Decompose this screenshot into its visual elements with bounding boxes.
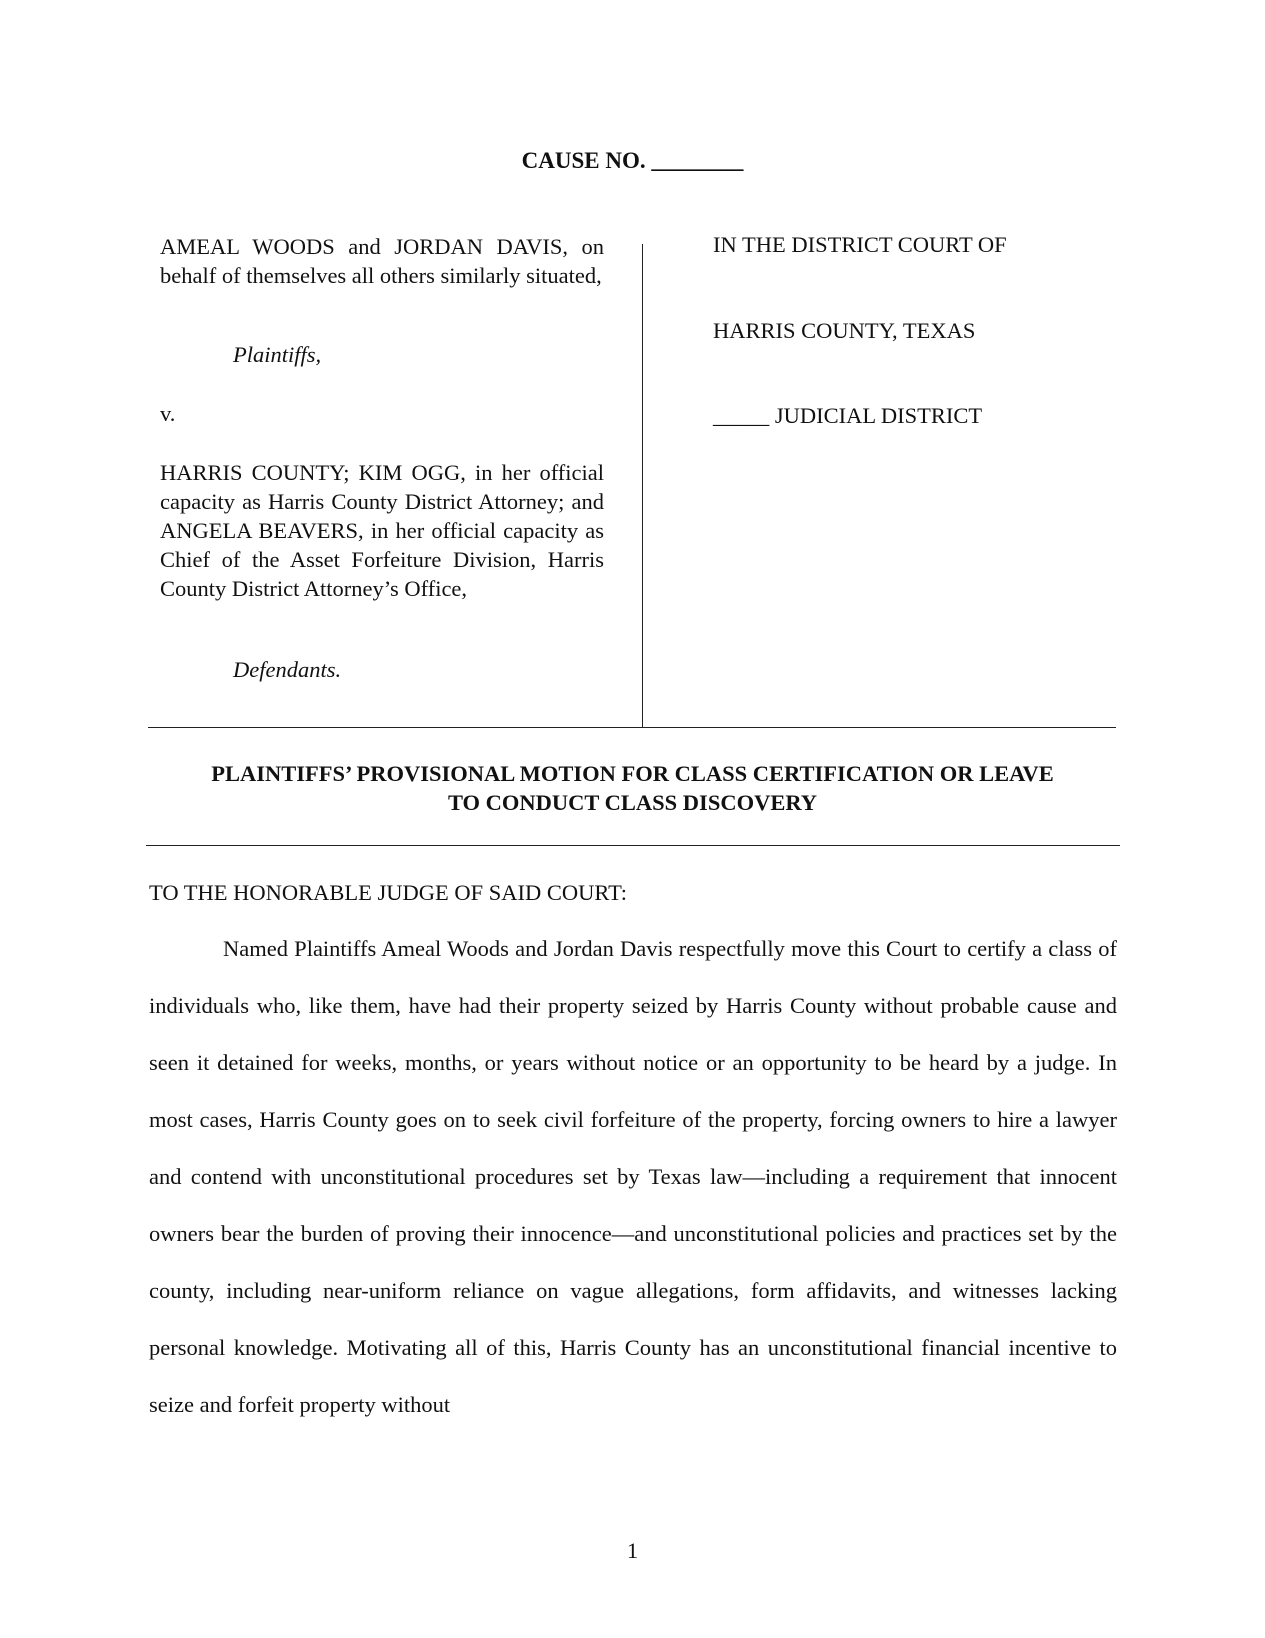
plaintiffs-caption: AMEAL WOODS and JORDAN DAVIS, on behalf of themselves all others similarly situated, — [160, 234, 604, 288]
title-divider — [146, 845, 1120, 846]
motion-title-line-1: PLAINTIFFS’ PROVISIONAL MOTION FOR CLASS CERTIFICATION OR LEAVE — [211, 761, 1054, 786]
salutation: TO THE HONORABLE JUDGE OF SAID COURT: — [149, 880, 627, 905]
page-number: 1 — [626, 1538, 639, 1563]
motion-title-line-2: TO CONDUCT CLASS DISCOVERY — [447, 790, 818, 815]
court-name-line: IN THE DISTRICT COURT OF — [713, 232, 1007, 257]
county-line: HARRIS COUNTY, TEXAS — [713, 318, 976, 343]
caption-divider-horizontal — [148, 727, 1116, 728]
judicial-district-line: _____ JUDICIAL DISTRICT — [713, 403, 983, 428]
versus: v. — [160, 401, 176, 426]
body-paragraph: Named Plaintiffs Ameal Woods and Jordan Davis respectfully move this Court to certify a class of individuals who, like them, have had their property seized by Harris County without probable cause and seen it detained for weeks, months, or years without notice or an opportunity to be heard by a judge. In most cases, Harris County goes on to seek civil forfeiture of the property, forcing owners to hire a lawyer and contend with unconstitutional procedures set by Texas law—including a requirement that innocent owners bear the burden of proving their innocence—and unconstitutional policies and practices set by the county, including near-uniform reliance on vague allegations, form affidavits, and witnesses lacking personal knowledge. Motivating all of this, Harris County has an unconstitutional financial incentive to seize and forfeit property without — [149, 936, 1117, 1417]
cause-number: CAUSE NO. ________ — [521, 148, 744, 173]
motion-title — [160, 759, 1105, 817]
caption-divider-vertical — [642, 244, 643, 727]
defendants-caption: HARRIS COUNTY; KIM OGG, in her official capacity as Harris County District Attorney; and ANGELA BEAVERS, in her official capacity as Chief of the Asset Forfeiture Division, Harris County District Attorney’s Office, — [160, 460, 604, 601]
defendants-label: Defendants. — [233, 657, 342, 682]
plaintiffs-label: Plaintiffs, — [233, 342, 322, 367]
